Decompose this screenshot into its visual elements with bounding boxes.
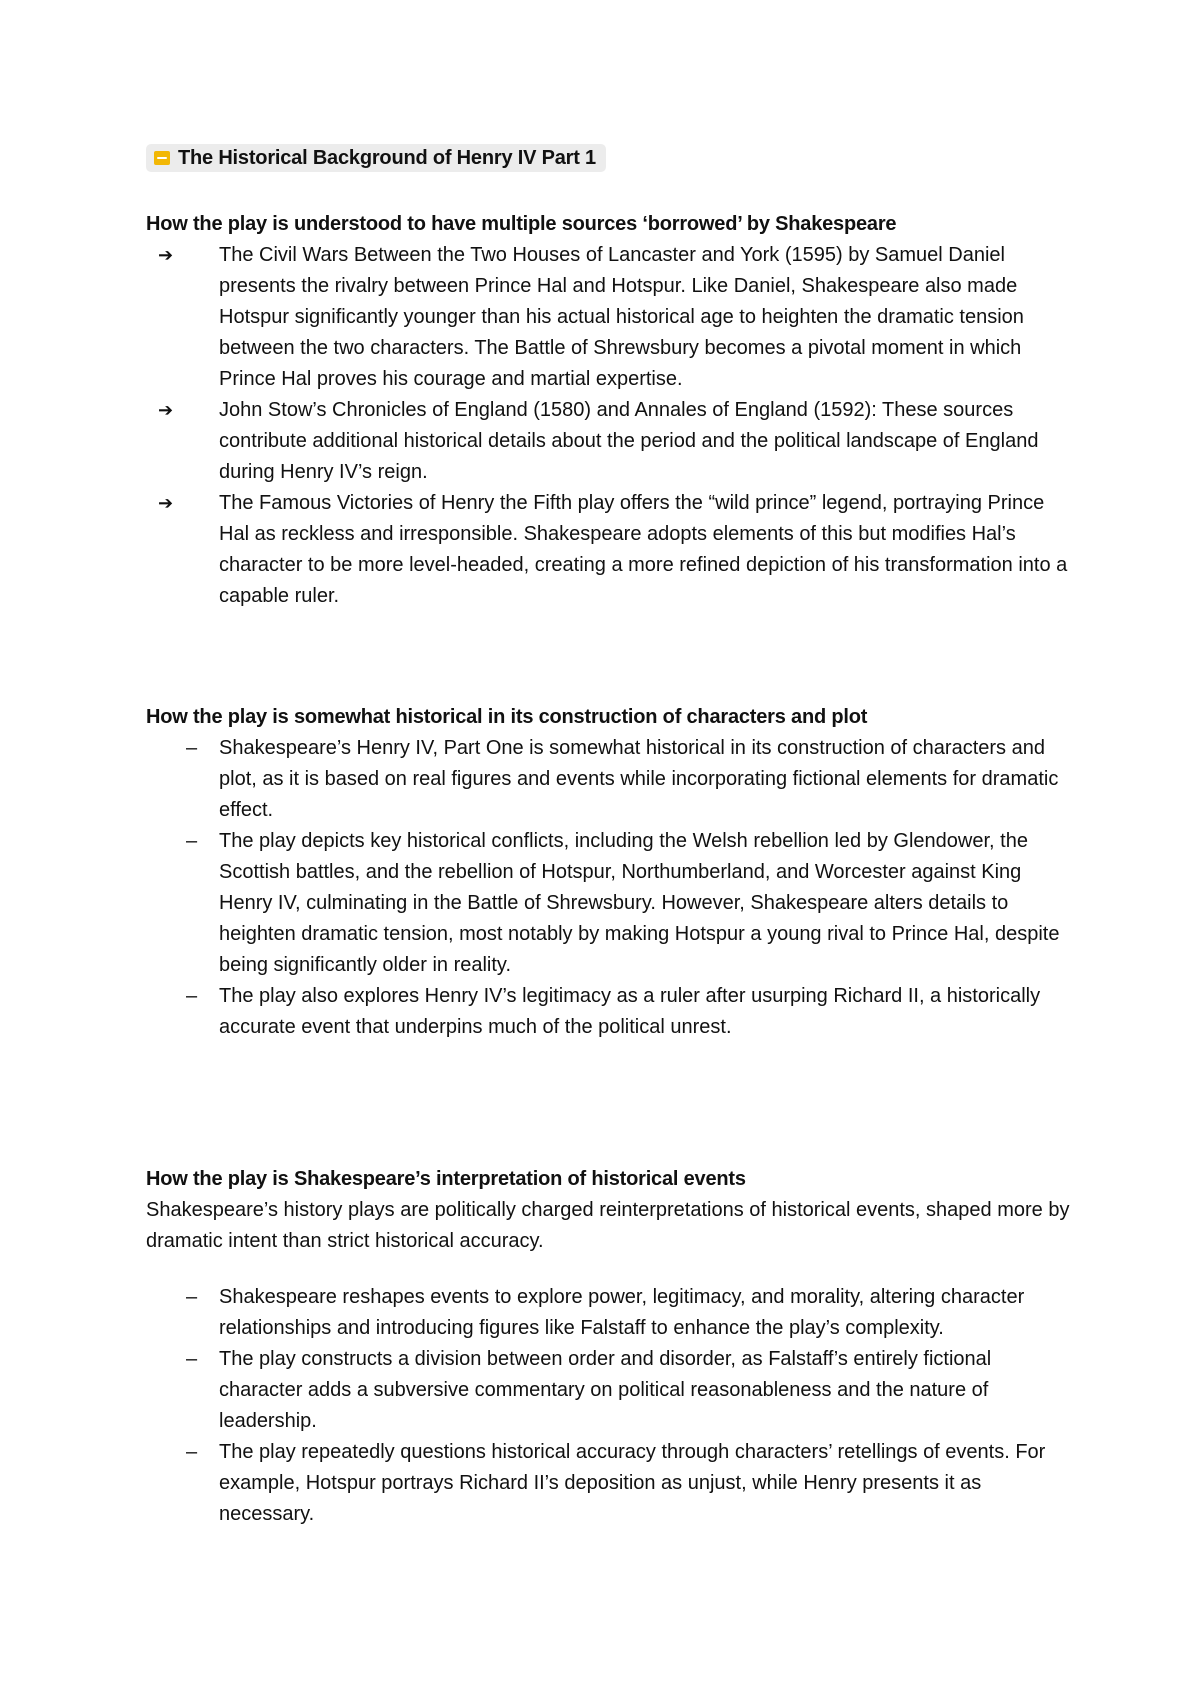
list-item-text: The Famous Victories of Henry the Fifth play offers the “wild prince” legend, portraying Prince Hal as reckless and irresponsible. Shakespeare adopts elements of this but modifies Hal’s character to be more level-headed, creating a more refined depiction of his transformation into a capable ruler.: [219, 492, 1068, 607]
arrow-icon: ➔: [158, 400, 174, 420]
list-item-text: The play also explores Henry IV’s legitimacy as a ruler after usurping Richard II, a historically accurate event that underpins much of the political unrest.: [219, 985, 1041, 1038]
list-item: [146, 981, 1076, 1043]
dash-marker: –: [186, 1286, 198, 1308]
dash-marker: –: [186, 830, 198, 852]
section-heading: How the play is understood to have multiple sources ‘borrowed’ by Shakespeare: [146, 213, 897, 235]
section-historical-construction: [146, 702, 1076, 1043]
list-item: [146, 1282, 1076, 1344]
dash-marker: –: [186, 1441, 198, 1463]
list-item-text: The play constructs a division between order and disorder, as Falstaff’s entirely fictional character adds a subversive commentary on political reasonableness and the nature of leadership.: [219, 1348, 992, 1432]
section-heading: How the play is somewhat historical in its construction of characters and plot: [146, 706, 868, 728]
dash-list: [146, 733, 1076, 1043]
dash-list: [146, 1282, 1076, 1530]
minus-square-icon: [154, 151, 170, 165]
list-item: [146, 1437, 1076, 1530]
arrow-icon: ➔: [158, 245, 174, 265]
page-title: [146, 144, 606, 172]
list-item: [146, 240, 1076, 395]
list-item-text: John Stow’s Chronicles of England (1580) and Annales of England (1592): These sources contribute additional historical details about the period and the political landscape of England during Henry IV’s reign.: [219, 399, 1039, 483]
list-item: [146, 488, 1076, 612]
dash-marker: –: [186, 737, 198, 759]
bullet-list: [146, 240, 1076, 612]
list-item-text: Shakespeare reshapes events to explore power, legitimacy, and morality, altering character relationships and introducing figures like Falstaff to enhance the play’s complexity.: [219, 1286, 1025, 1339]
list-item-text: The play depicts key historical conflicts, including the Welsh rebellion led by Glendower, the Scottish battles, and the rebellion of Hotspur, Northumberland, and Worcester against King Henry IV, culminating in the Battle of Shrewsbury. However, Shakespeare alters details to heighten dramatic tension, most notably by making Hotspur a young rival to Prince Hal, despite being significantly older in reality.: [219, 830, 1060, 976]
page-title-text: The Historical Background of Henry IV Part 1: [178, 146, 596, 169]
list-item: [146, 733, 1076, 826]
list-item: [146, 1344, 1076, 1437]
list-item-text: The play repeatedly questions historical accuracy through characters’ retellings of events. For example, Hotspur portrays Richard II’s deposition as unjust, while Henry presents it as necessary.: [219, 1441, 1046, 1525]
list-item-text: The Civil Wars Between the Two Houses of Lancaster and York (1595) by Samuel Daniel presents the rivalry between Prince Hal and Hotspur. Like Daniel, Shakespeare also made Hotspur significantly younger than his actual historical age to heighten the dramatic tension between the two characters. The Battle of Shrewsbury becomes a pivotal moment in which Prince Hal proves his courage and martial expertise.: [219, 244, 1024, 390]
section-sources: [146, 209, 1076, 612]
arrow-icon: ➔: [158, 493, 174, 513]
list-item: [146, 395, 1076, 488]
section-heading: How the play is Shakespeare’s interpretation of historical events: [146, 1168, 746, 1190]
section-interpretation: [146, 1164, 1076, 1530]
dash-marker: –: [186, 1348, 198, 1370]
dash-marker: –: [186, 985, 198, 1007]
list-item: [146, 826, 1076, 981]
list-item-text: Shakespeare’s Henry IV, Part One is somewhat historical in its construction of characters and plot, as it is based on real figures and events while incorporating fictional elements for dramatic effect.: [219, 737, 1059, 821]
section-intro: Shakespeare’s history plays are politically charged reinterpretations of historical events, shaped more by dramatic intent than strict historical accuracy.: [146, 1199, 1070, 1252]
